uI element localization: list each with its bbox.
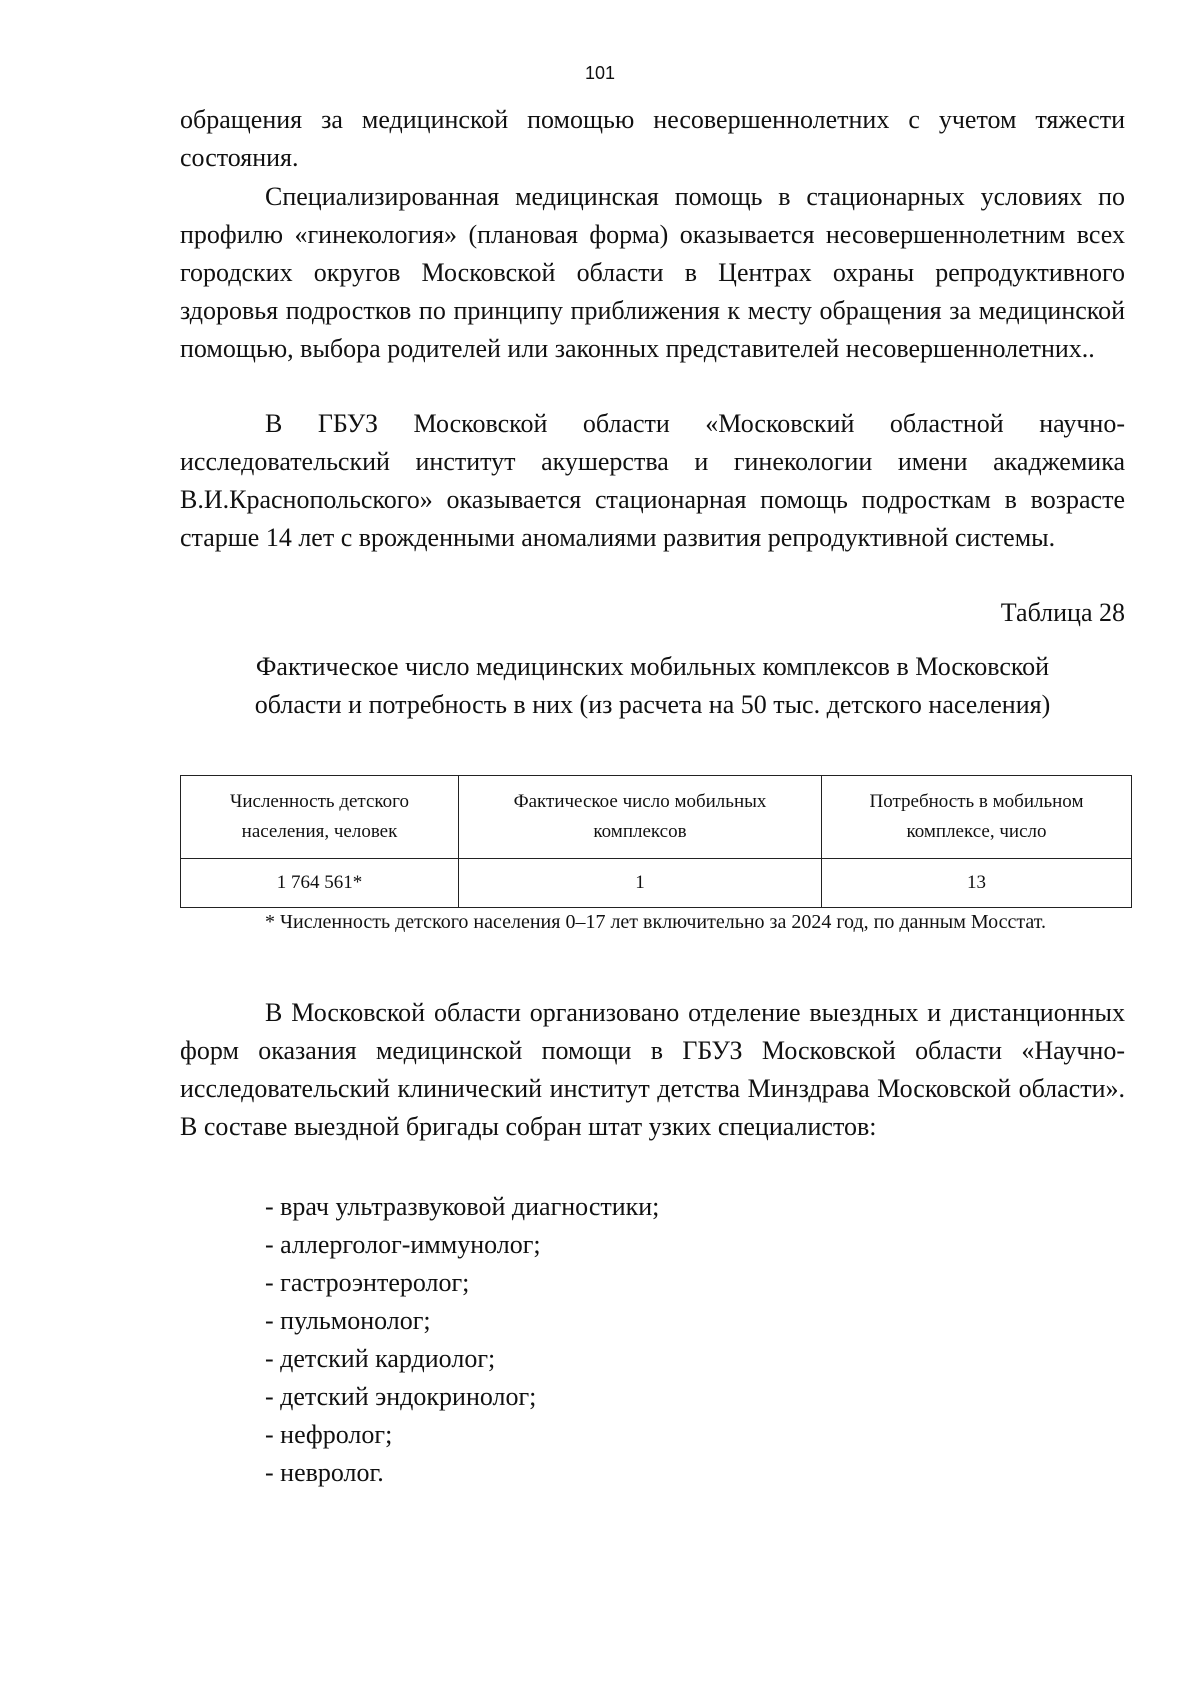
list-item: - аллерголог-иммунолог; bbox=[265, 1230, 541, 1259]
table-cell: 1 764 561* bbox=[181, 859, 459, 908]
header-text: населения, человек bbox=[241, 821, 398, 842]
header-text: Фактическое число мобильных bbox=[513, 791, 767, 812]
paragraph-1: обращения за медицинской помощью несовершеннолетних с учетом тяжести состояния. bbox=[180, 105, 1125, 172]
list-item: - невролог. bbox=[265, 1458, 384, 1487]
paragraph-1-block bbox=[180, 101, 1125, 177]
paragraph-4-block bbox=[180, 994, 1125, 1146]
header-text: комплексов bbox=[593, 821, 687, 842]
paragraph-2: Специализированная медицинская помощь в стационарных условиях по профилю «гинекология» (плановая форма) оказывается несовершеннолетним всех городских округов Московской области в Центрах охраны репродуктивного здоровья подростков по принципу приближения к месту обращения за медицинской помощью, выбора родителей или законных представителей несовершеннолетних.. bbox=[180, 182, 1125, 363]
list-item: - гастроэнтеролог; bbox=[265, 1268, 470, 1297]
list-item: - пульмонолог; bbox=[265, 1306, 431, 1335]
table-title bbox=[180, 648, 1125, 724]
paragraph-3: В ГБУЗ Московской области «Московский областной научно-исследовательский институт акушерства и гинекологии имени акаджемика В.И.Краснопольского» оказывается стационарная помощь подросткам в возрасте старше 14 лет с врожденными аномалиями развития репродуктивной системы. bbox=[180, 409, 1125, 552]
table-cell: 13 bbox=[822, 859, 1132, 908]
table-header-cell bbox=[181, 776, 459, 859]
mobile-complexes-table bbox=[180, 775, 1132, 908]
table-header-row bbox=[181, 776, 1132, 859]
table-cell: 1 bbox=[459, 859, 822, 908]
table-row bbox=[181, 859, 1132, 908]
table-footnote: * Численность детского населения 0–17 лет включительно за 2024 год, по данным Мосстат. bbox=[265, 911, 1046, 933]
specialists-list bbox=[265, 1188, 659, 1492]
table-label: Таблица 28 bbox=[1000, 598, 1125, 627]
header-text: Численность детского bbox=[230, 791, 409, 812]
table-title-line-2: области и потребность в них (из расчета на 50 тыс. детского населения) bbox=[254, 690, 1051, 719]
page-number: 101 bbox=[584, 63, 616, 83]
paragraph-4: В Московской области организовано отделение выездных и дистанционных форм оказания медицинской помощи в ГБУЗ Московской области «Научно-исследовательский клинический институт детства Минздрава Московской области». В составе выездной бригады собран штат узких специалистов: bbox=[180, 998, 1125, 1141]
paragraph-3-block bbox=[180, 405, 1125, 557]
list-item: - нефролог; bbox=[265, 1420, 393, 1449]
table-title-line-1: Фактическое число медицинских мобильных комплексов в Московской bbox=[255, 652, 1050, 681]
table-header-cell bbox=[822, 776, 1132, 859]
list-item: - врач ультразвуковой диагностики; bbox=[265, 1192, 660, 1221]
paragraph-2-block bbox=[180, 178, 1125, 368]
list-item: - детский эндокринолог; bbox=[265, 1382, 537, 1411]
header-text: Потребность в мобильном bbox=[869, 791, 1084, 812]
table-header-cell bbox=[459, 776, 822, 859]
header-text: комплексе, число bbox=[906, 821, 1047, 842]
list-item: - детский кардиолог; bbox=[265, 1344, 496, 1373]
